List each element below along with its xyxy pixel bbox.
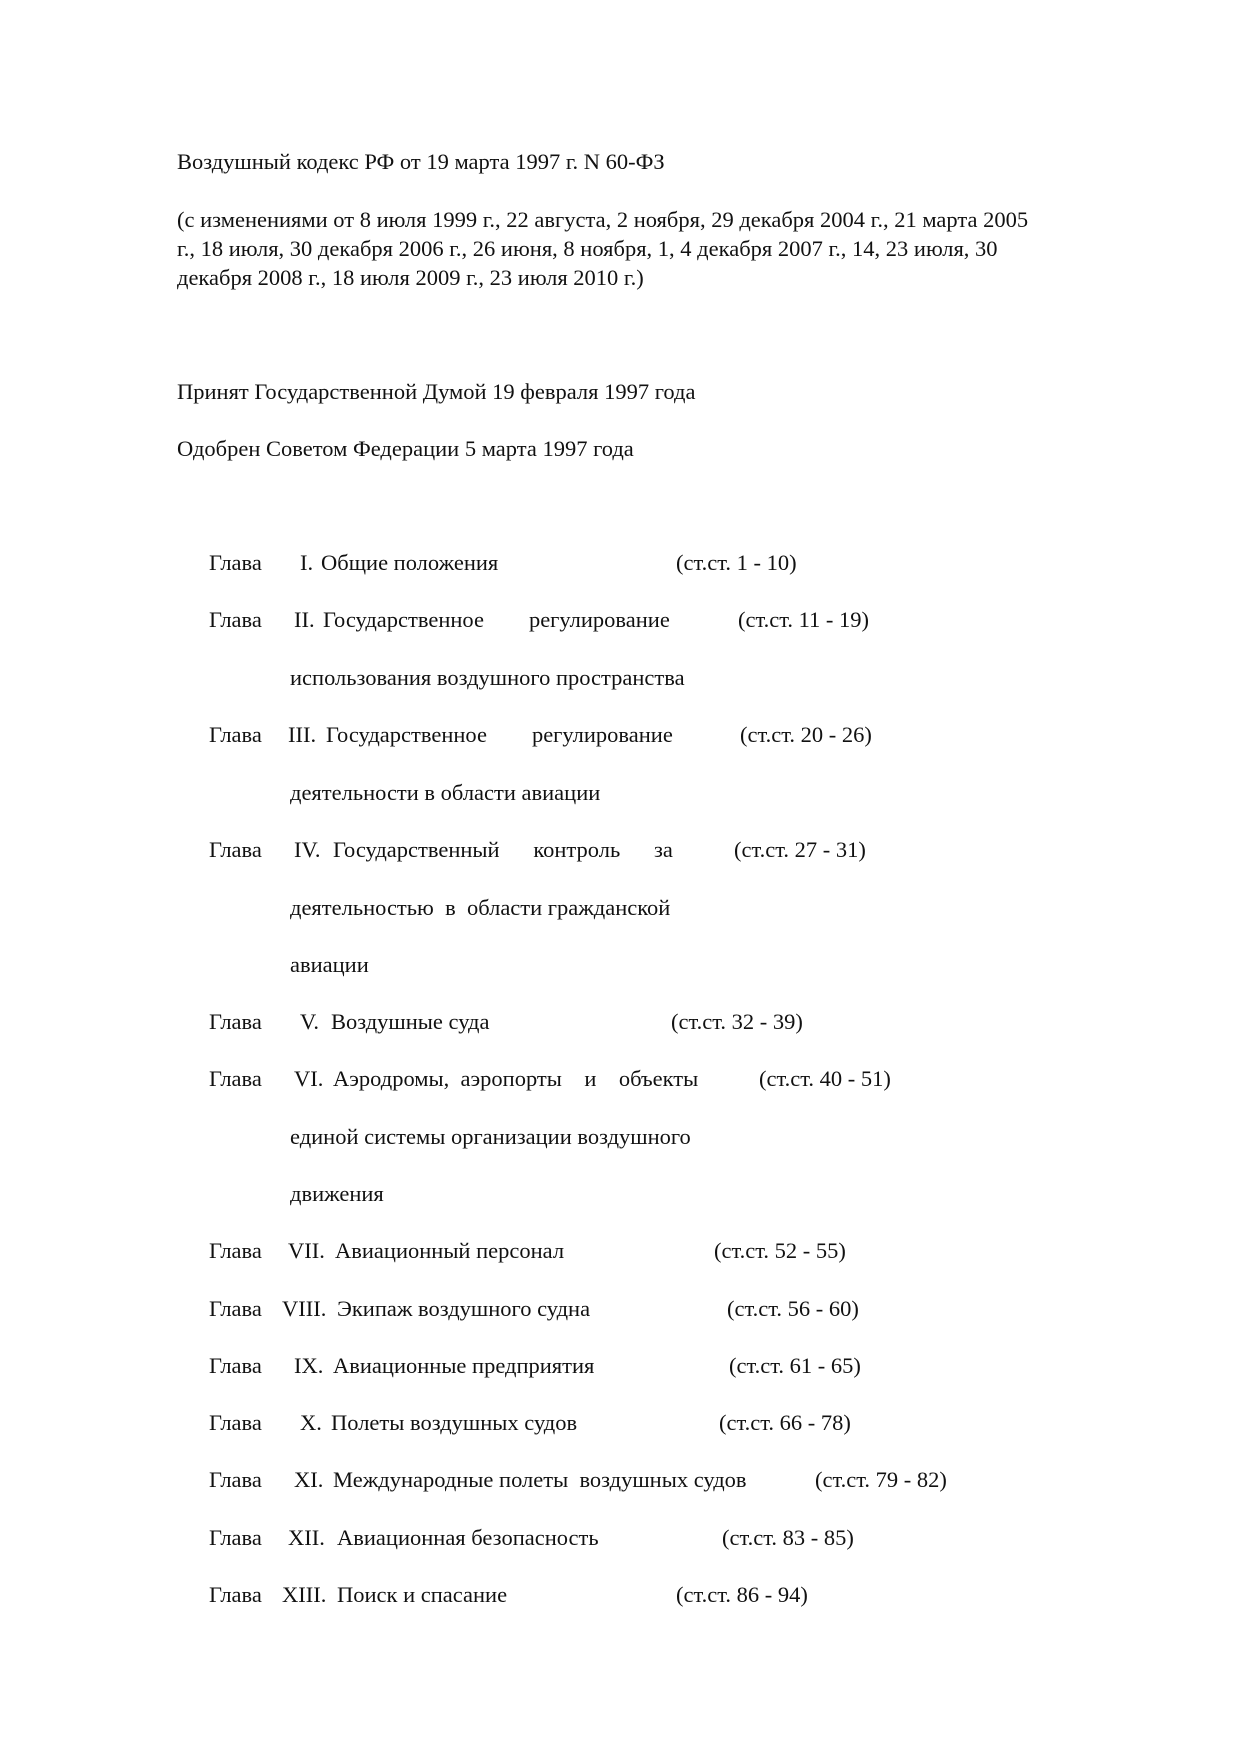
chapter-article-range: (ст.ст. 86 - 94) [676, 1582, 808, 1607]
chapter-label: Глава [209, 1525, 262, 1550]
chapter-label: Глава [209, 1582, 262, 1607]
chapter-label: Глава [209, 1066, 262, 1091]
document-title: Воздушный кодекс РФ от 19 марта 1997 г. N 60-ФЗ [177, 149, 665, 174]
chapter-label: Глава [209, 607, 262, 632]
chapter-number: VIII. [282, 1296, 327, 1321]
toc-entry [0, 718, 1240, 752]
amendments-line: декабря 2008 г., 18 июля 2009 г., 23 июля 2010 г.) [177, 265, 644, 290]
chapter-article-range: (ст.ст. 27 - 31) [734, 837, 866, 862]
toc-entry [0, 546, 1240, 580]
chapter-title: Авиационная безопасность [337, 1525, 599, 1550]
chapter-number: V. [300, 1009, 319, 1034]
toc-entry-continuation [0, 1120, 1240, 1154]
toc-entry-continuation [0, 1177, 1240, 1211]
chapter-label: Глава [209, 1238, 262, 1263]
chapter-number: XII. [288, 1525, 325, 1550]
chapter-title: Международные полеты воздушных судов [333, 1467, 747, 1492]
chapter-title: Государственное регулирование [323, 607, 670, 632]
chapter-number: IV. [294, 837, 321, 862]
amendments-line: г., 18 июля, 30 декабря 2006 г., 26 июня, 8 ноября, 1, 4 декабря 2007 г., 14, 23 июля, 30 [177, 236, 998, 261]
chapter-title-continuation: движения [290, 1181, 384, 1206]
chapter-title: Поиск и спасание [337, 1582, 508, 1607]
chapter-label: Глава [209, 1467, 262, 1492]
chapter-title: Полеты воздушных судов [331, 1410, 578, 1435]
amendments-note [177, 205, 1177, 292]
chapter-article-range: (ст.ст. 56 - 60) [727, 1296, 859, 1321]
chapter-title: Государственный контроль за [333, 837, 673, 862]
chapter-number: XIII. [282, 1582, 327, 1607]
chapter-title: Аэродромы, аэропорты и объекты [333, 1066, 699, 1091]
toc-entry-continuation [0, 661, 1240, 695]
chapter-number: I. [300, 550, 314, 575]
chapter-article-range: (ст.ст. 79 - 82) [815, 1467, 947, 1492]
chapter-label: Глава [209, 1009, 262, 1034]
toc-entry [0, 1234, 1240, 1268]
toc-entry [0, 603, 1240, 637]
chapter-title: Общие положения [321, 550, 499, 575]
toc-entry [0, 1406, 1240, 1440]
chapter-number: X. [300, 1410, 322, 1435]
chapter-title: Воздушные суда [331, 1009, 490, 1034]
toc-entry [0, 833, 1240, 867]
chapter-article-range: (ст.ст. 40 - 51) [759, 1066, 891, 1091]
chapter-article-range: (ст.ст. 32 - 39) [671, 1009, 803, 1034]
chapter-title: Государственное регулирование [326, 722, 673, 747]
chapter-title: Авиационные предприятия [333, 1353, 595, 1378]
chapter-title-continuation: использования воздушного пространства [290, 665, 685, 690]
chapter-number: XI. [294, 1467, 324, 1492]
chapter-article-range: (ст.ст. 11 - 19) [738, 607, 870, 632]
toc-entry [0, 1521, 1240, 1555]
chapter-number: VI. [294, 1066, 324, 1091]
chapter-title: Экипаж воздушного судна [337, 1296, 591, 1321]
chapter-title-continuation: единой системы организации воздушного [290, 1124, 691, 1149]
chapter-number: VII. [288, 1238, 325, 1263]
chapter-number: IX. [294, 1353, 324, 1378]
toc-entry-continuation [0, 891, 1240, 925]
chapter-article-range: (ст.ст. 1 - 10) [676, 550, 797, 575]
toc-entry-continuation [0, 948, 1240, 982]
toc-entry-continuation [0, 776, 1240, 810]
toc-entry [0, 1062, 1240, 1096]
approved-line: Одобрен Советом Федерации 5 марта 1997 года [177, 436, 634, 461]
chapter-label: Глава [209, 1410, 262, 1435]
toc-entry [0, 1463, 1240, 1497]
chapter-article-range: (ст.ст. 52 - 55) [714, 1238, 846, 1263]
chapter-label: Глава [209, 550, 262, 575]
chapter-article-range: (ст.ст. 83 - 85) [722, 1525, 854, 1550]
chapter-label: Глава [209, 722, 262, 747]
chapter-label: Глава [209, 837, 262, 862]
chapter-title-continuation: деятельностью в области гражданской [290, 895, 671, 920]
toc-entry [0, 1292, 1240, 1326]
chapter-number: III. [288, 722, 317, 747]
chapter-title-continuation: авиации [290, 952, 369, 977]
toc-entry [0, 1349, 1240, 1383]
chapter-article-range: (ст.ст. 20 - 26) [740, 722, 872, 747]
chapter-number: II. [294, 607, 315, 632]
chapter-article-range: (ст.ст. 66 - 78) [719, 1410, 851, 1435]
chapter-label: Глава [209, 1296, 262, 1321]
toc-entry [0, 1578, 1240, 1612]
adopted-line: Принят Государственной Думой 19 февраля 1997 года [177, 379, 696, 404]
chapter-label: Глава [209, 1353, 262, 1378]
chapter-title: Авиационный персонал [335, 1238, 565, 1263]
chapter-article-range: (ст.ст. 61 - 65) [729, 1353, 861, 1378]
amendments-line: (с изменениями от 8 июля 1999 г., 22 августа, 2 ноября, 29 декабря 2004 г., 21 марта 2005 [177, 207, 1029, 232]
toc-entry [0, 1005, 1240, 1039]
chapter-title-continuation: деятельности в области авиации [290, 780, 601, 805]
